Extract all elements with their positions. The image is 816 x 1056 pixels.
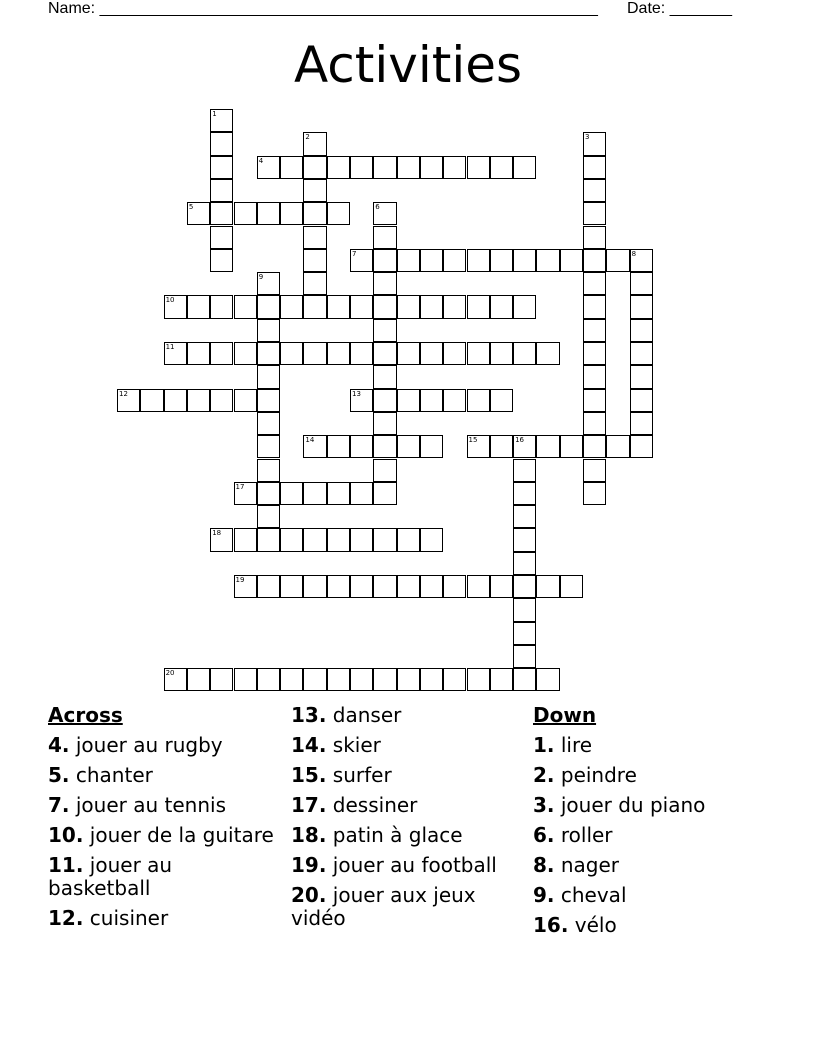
crossword-cell[interactable] [373, 319, 396, 342]
crossword-cell[interactable] [303, 272, 326, 295]
clue-text: peindre [554, 763, 637, 787]
crossword-cell[interactable] [490, 295, 513, 318]
crossword-cell[interactable] [443, 156, 466, 179]
clue-text: cuisiner [83, 906, 169, 930]
clue-number: 10. [48, 823, 84, 847]
crossword-cell[interactable] [327, 575, 350, 598]
crossword-cell[interactable] [257, 272, 280, 295]
crossword-cell[interactable] [630, 272, 653, 295]
clue-number-label: 10 [165, 296, 175, 305]
clue-number: 3. [533, 793, 555, 817]
clue-text: nager [554, 853, 620, 877]
crossword-cell[interactable] [187, 668, 210, 691]
crossword-cell[interactable] [490, 249, 513, 272]
clue-number-label: 4 [258, 156, 264, 165]
clue-number: 8. [533, 853, 555, 877]
crossword-cell[interactable] [280, 156, 303, 179]
crossword-cell[interactable] [443, 342, 466, 365]
crossword-cell[interactable] [257, 459, 280, 482]
crossword-cell[interactable] [536, 435, 559, 458]
crossword-cell[interactable] [467, 575, 490, 598]
clue-number-label: 15 [468, 436, 478, 445]
clue-text: danser [326, 703, 402, 727]
crossword-cell[interactable] [443, 249, 466, 272]
clue-number: 5. [48, 763, 70, 787]
crossword-cell[interactable] [303, 295, 326, 318]
crossword-cell[interactable] [187, 389, 210, 412]
clue-down-2 [533, 764, 765, 787]
crossword-cell[interactable] [583, 459, 606, 482]
crossword-cell[interactable] [164, 342, 187, 365]
crossword-cell[interactable] [397, 249, 420, 272]
crossword-cell[interactable] [210, 668, 233, 691]
crossword-cell[interactable] [583, 295, 606, 318]
crossword-cell[interactable] [420, 249, 443, 272]
date-field-label: Date: _______ [627, 0, 732, 17]
crossword-cell[interactable] [397, 575, 420, 598]
crossword-cell[interactable] [234, 202, 257, 225]
clue-text: jouer de la guitare [83, 823, 274, 847]
clue-text: cheval [554, 883, 627, 907]
clue-column-2 [291, 704, 523, 937]
crossword-cell[interactable] [234, 342, 257, 365]
crossword-cell[interactable] [257, 668, 280, 691]
clue-number-label: 20 [165, 669, 175, 678]
crossword-cell[interactable] [560, 249, 583, 272]
crossword-cell[interactable] [303, 528, 326, 551]
clue-down-16 [533, 914, 765, 937]
crossword-cell[interactable] [373, 459, 396, 482]
crossword-cell[interactable] [630, 249, 653, 272]
clue-across-10 [48, 824, 280, 847]
crossword-cell[interactable] [234, 668, 257, 691]
clue-number: 4. [48, 733, 70, 757]
clue-text: chanter [69, 763, 153, 787]
clue-across-14 [291, 734, 523, 757]
crossword-cell[interactable] [210, 179, 233, 202]
crossword-cell[interactable] [397, 435, 420, 458]
crossword-cell[interactable] [583, 319, 606, 342]
clue-across-12 [48, 907, 280, 930]
clue-number-label: 14 [305, 436, 315, 445]
crossword-cell[interactable] [350, 295, 373, 318]
crossword-cell[interactable] [373, 156, 396, 179]
crossword-cell[interactable] [583, 482, 606, 505]
clue-number: 17. [291, 793, 327, 817]
crossword-cell[interactable] [210, 342, 233, 365]
crossword-cell[interactable] [373, 389, 396, 412]
crossword-cell[interactable] [397, 342, 420, 365]
crossword-cell[interactable] [187, 295, 210, 318]
crossword-cell[interactable] [210, 132, 233, 155]
clue-column-3 [533, 704, 765, 944]
crossword-cell[interactable] [467, 435, 490, 458]
page-title: Activities [293, 36, 523, 94]
crossword-cell[interactable] [280, 295, 303, 318]
clue-text: jouer au rugby [69, 733, 223, 757]
clue-across-4 [48, 734, 280, 757]
clue-number-label: 3 [585, 133, 590, 142]
crossword-cell[interactable] [513, 668, 536, 691]
crossword-cell[interactable] [303, 226, 326, 249]
crossword-cell[interactable] [513, 552, 536, 575]
clue-number: 12. [48, 906, 84, 930]
crossword-cell[interactable] [397, 389, 420, 412]
crossword-cell[interactable] [630, 412, 653, 435]
crossword-cell[interactable] [257, 202, 280, 225]
crossword-cell[interactable] [350, 575, 373, 598]
crossword-cell[interactable] [327, 482, 350, 505]
clue-number: 11. [48, 853, 84, 877]
crossword-cell[interactable] [280, 342, 303, 365]
crossword-cell[interactable] [350, 668, 373, 691]
crossword-cell[interactable] [490, 342, 513, 365]
crossword-cell[interactable] [490, 156, 513, 179]
crossword-cell[interactable] [373, 575, 396, 598]
clue-number: 14. [291, 733, 327, 757]
crossword-cell[interactable] [373, 435, 396, 458]
clue-text: vélo [568, 913, 617, 937]
clue-text: jouer au basketball [48, 853, 173, 900]
crossword-cell[interactable] [210, 249, 233, 272]
crossword-cell[interactable] [583, 226, 606, 249]
clue-across-13 [291, 704, 523, 727]
crossword-cell[interactable] [350, 156, 373, 179]
crossword-cell[interactable] [420, 342, 443, 365]
crossword-cell[interactable] [583, 412, 606, 435]
crossword-cell[interactable] [606, 435, 629, 458]
crossword-cell[interactable] [280, 202, 303, 225]
crossword-cell[interactable] [560, 435, 583, 458]
crossword-cell[interactable] [373, 482, 396, 505]
crossword-cell[interactable] [467, 389, 490, 412]
clue-column-1 [48, 704, 280, 937]
crossword-cell[interactable] [257, 505, 280, 528]
crossword-cell[interactable] [536, 575, 559, 598]
clue-number-label: 6 [375, 203, 380, 212]
crossword-cell[interactable] [536, 668, 559, 691]
clue-text: patin à glace [326, 823, 463, 847]
crossword-cell[interactable] [490, 575, 513, 598]
crossword-cell[interactable] [397, 156, 420, 179]
crossword-cell[interactable] [583, 342, 606, 365]
crossword-cell[interactable] [303, 435, 326, 458]
crossword-cell[interactable] [630, 365, 653, 388]
crossword-cell[interactable] [280, 528, 303, 551]
crossword-cell[interactable] [210, 295, 233, 318]
crossword-cell[interactable] [583, 365, 606, 388]
clue-number-label: 11 [165, 343, 175, 351]
clue-number: 13. [291, 703, 327, 727]
crossword-cell[interactable] [373, 412, 396, 435]
crossword-cell[interactable] [164, 389, 187, 412]
crossword-cell[interactable] [420, 156, 443, 179]
crossword-cell[interactable] [373, 342, 396, 365]
crossword-cell[interactable] [327, 668, 350, 691]
crossword-cell[interactable] [467, 156, 490, 179]
clue-across-18 [291, 824, 523, 847]
crossword-cell[interactable] [257, 482, 280, 505]
crossword-cell[interactable] [443, 668, 466, 691]
clue-across-20 [291, 884, 523, 930]
down-heading: Down [533, 703, 597, 727]
crossword-cell[interactable] [397, 668, 420, 691]
crossword-cell[interactable] [420, 575, 443, 598]
clue-number-label: 7 [352, 249, 357, 258]
crossword-cell[interactable] [117, 389, 140, 412]
clue-number-label: 2 [305, 133, 310, 142]
clue-text: roller [554, 823, 613, 847]
clue-across-7 [48, 794, 280, 817]
crossword-cell[interactable] [303, 179, 326, 202]
crossword-cell[interactable] [513, 459, 536, 482]
clue-text: jouer du piano [554, 793, 706, 817]
crossword-cell[interactable] [327, 202, 350, 225]
crossword-cell[interactable] [513, 295, 536, 318]
clue-number-label: 5 [188, 203, 194, 212]
clue-text: dessiner [326, 793, 418, 817]
crossword-cell[interactable] [327, 435, 350, 458]
name-field-label: Name: ________________________________________________________ [48, 0, 598, 17]
crossword-cell[interactable] [210, 109, 233, 132]
crossword-cell[interactable] [210, 156, 233, 179]
crossword-cell[interactable] [513, 528, 536, 551]
crossword-cell[interactable] [210, 226, 233, 249]
crossword-cell[interactable] [234, 295, 257, 318]
clue-number-label: 18 [212, 529, 222, 538]
crossword-cell[interactable] [443, 295, 466, 318]
crossword-cell[interactable] [187, 202, 210, 225]
crossword-cell[interactable] [303, 202, 326, 225]
crossword-cell[interactable] [420, 668, 443, 691]
clue-number-label: 19 [235, 576, 245, 584]
crossword-cell[interactable] [257, 319, 280, 342]
clue-down-3 [533, 794, 765, 817]
crossword-cell[interactable] [443, 389, 466, 412]
crossword-cell[interactable] [257, 412, 280, 435]
crossword-cell[interactable] [420, 528, 443, 551]
crossword-cell[interactable] [513, 342, 536, 365]
crossword-cell[interactable] [583, 156, 606, 179]
crossword-cell[interactable] [513, 435, 536, 458]
crossword-cell[interactable] [583, 132, 606, 155]
crossword-cell[interactable] [583, 179, 606, 202]
clue-across-15 [291, 764, 523, 787]
clue-number-label: 17 [235, 482, 245, 491]
clue-number-label: 8 [631, 249, 637, 258]
crossword-cell[interactable] [327, 295, 350, 318]
crossword-cell[interactable] [327, 156, 350, 179]
crossword-cell[interactable] [467, 295, 490, 318]
clue-number: 2. [533, 763, 555, 787]
crossword-cell[interactable] [210, 202, 233, 225]
crossword-cell[interactable] [210, 389, 233, 412]
crossword-cell[interactable] [560, 575, 583, 598]
clue-text: lire [554, 733, 593, 757]
clue-number: 19. [291, 853, 327, 877]
crossword-cell[interactable] [373, 668, 396, 691]
crossword-cell[interactable] [373, 272, 396, 295]
crossword-cell[interactable] [280, 668, 303, 691]
crossword-cell[interactable] [257, 156, 280, 179]
crossword-cell[interactable] [490, 668, 513, 691]
clue-text: jouer aux jeux vidéo [291, 883, 476, 930]
crossword-cell[interactable] [513, 156, 536, 179]
crossword-cell[interactable] [234, 389, 257, 412]
crossword-cell[interactable] [397, 528, 420, 551]
clue-number: 6. [533, 823, 555, 847]
crossword-cell[interactable] [257, 528, 280, 551]
crossword-cell[interactable] [350, 342, 373, 365]
crossword-cell[interactable] [303, 482, 326, 505]
crossword-cell[interactable] [583, 272, 606, 295]
crossword-cell[interactable] [210, 528, 233, 551]
clue-number: 1. [533, 733, 555, 757]
crossword-cell[interactable] [303, 575, 326, 598]
crossword-cell[interactable] [350, 435, 373, 458]
crossword-cell[interactable] [373, 202, 396, 225]
clue-across-5 [48, 764, 280, 787]
crossword-cell[interactable] [513, 622, 536, 645]
clue-across-17 [291, 794, 523, 817]
crossword-cell[interactable] [373, 249, 396, 272]
crossword-cell[interactable] [257, 365, 280, 388]
crossword-cell[interactable] [280, 575, 303, 598]
crossword-cell[interactable] [257, 435, 280, 458]
crossword-cell[interactable] [583, 249, 606, 272]
crossword-cell[interactable] [373, 226, 396, 249]
crossword-cell[interactable] [513, 505, 536, 528]
clue-text: jouer au football [326, 853, 497, 877]
clue-number: 18. [291, 823, 327, 847]
clue-number: 16. [533, 913, 569, 937]
crossword-cell[interactable] [513, 645, 536, 668]
crossword-cell[interactable] [513, 598, 536, 621]
crossword-cell[interactable] [536, 249, 559, 272]
clue-text: skier [326, 733, 381, 757]
crossword-cell[interactable] [630, 295, 653, 318]
crossword-cell[interactable] [467, 249, 490, 272]
crossword-cell[interactable] [280, 482, 303, 505]
crossword-cell[interactable] [490, 389, 513, 412]
crossword-cell[interactable] [630, 342, 653, 365]
clue-down-6 [533, 824, 765, 847]
crossword-cell[interactable] [303, 249, 326, 272]
crossword-cell[interactable] [234, 575, 257, 598]
crossword-cell[interactable] [490, 435, 513, 458]
crossword-cell[interactable] [513, 575, 536, 598]
crossword-cell[interactable] [373, 365, 396, 388]
crossword-cell[interactable] [420, 389, 443, 412]
crossword-cell[interactable] [443, 575, 466, 598]
crossword-cell[interactable] [397, 295, 420, 318]
crossword-cell[interactable] [164, 668, 187, 691]
crossword-cell[interactable] [467, 342, 490, 365]
clue-text: surfer [326, 763, 392, 787]
crossword-cell[interactable] [420, 435, 443, 458]
crossword-cell[interactable] [630, 389, 653, 412]
crossword-cell[interactable] [257, 342, 280, 365]
clue-across-11 [48, 854, 280, 900]
crossword-cell[interactable] [187, 342, 210, 365]
clue-number: 15. [291, 763, 327, 787]
crossword-cell[interactable] [350, 389, 373, 412]
crossword-cell[interactable] [303, 156, 326, 179]
crossword-cell[interactable] [257, 295, 280, 318]
crossword-cell[interactable] [350, 528, 373, 551]
crossword-cell[interactable] [630, 435, 653, 458]
crossword-cell[interactable] [467, 668, 490, 691]
crossword-cell[interactable] [420, 295, 443, 318]
crossword-cell[interactable] [350, 249, 373, 272]
crossword-cell[interactable] [536, 342, 559, 365]
crossword-cell[interactable] [583, 435, 606, 458]
crossword-cell[interactable] [606, 249, 629, 272]
crossword-cell[interactable] [327, 528, 350, 551]
crossword-cell[interactable] [303, 668, 326, 691]
crossword-cell[interactable] [303, 132, 326, 155]
clue-text: jouer au tennis [69, 793, 226, 817]
crossword-cell[interactable] [513, 249, 536, 272]
clue-number: 20. [291, 883, 327, 907]
clue-number-label: 9 [258, 273, 264, 282]
crossword-cell[interactable] [373, 295, 396, 318]
clue-number-label: 16 [515, 436, 525, 445]
crossword-cell[interactable] [327, 342, 350, 365]
clue-number: 9. [533, 883, 555, 907]
clue-number-label: 12 [119, 389, 128, 398]
crossword-cell[interactable] [350, 482, 373, 505]
clue-number: 7. [48, 793, 70, 817]
crossword-cell[interactable] [303, 342, 326, 365]
crossword-cell[interactable] [583, 202, 606, 225]
crossword-cell[interactable] [630, 319, 653, 342]
clue-number-label: 1 [212, 110, 217, 118]
crossword-cell[interactable] [583, 389, 606, 412]
across-heading: Across [48, 703, 123, 727]
clue-down-8 [533, 854, 765, 877]
clue-across-19 [291, 854, 523, 877]
crossword-cell[interactable] [234, 528, 257, 551]
crossword-cell[interactable] [164, 295, 187, 318]
clue-down-9 [533, 884, 765, 907]
crossword-cell[interactable] [257, 575, 280, 598]
crossword-cell[interactable] [257, 389, 280, 412]
crossword-cell[interactable] [140, 389, 163, 412]
clue-number-label: 13 [352, 389, 361, 398]
crossword-cell[interactable] [234, 482, 257, 505]
crossword-cell[interactable] [513, 482, 536, 505]
crossword-cell[interactable] [373, 528, 396, 551]
clue-down-1 [533, 734, 765, 757]
